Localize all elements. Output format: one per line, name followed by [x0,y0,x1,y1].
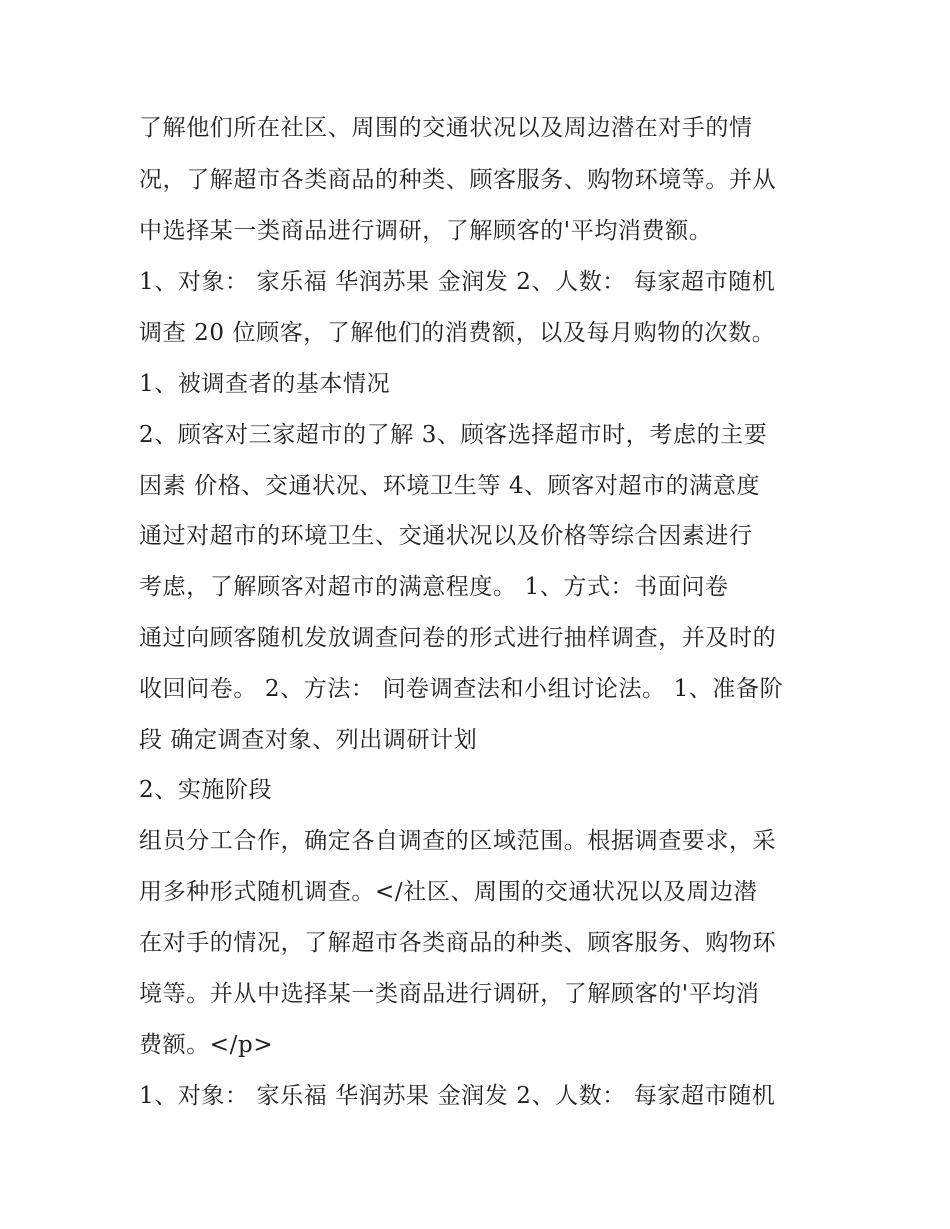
text-line: 考虑，了解顾客对超市的满意程度。 1、方式：书面问卷 [139,574,729,600]
text-line: 2、顾客对三家超市的了解 3、顾客选择超市时，考虑的主要 [139,422,768,448]
text-line: 用多种形式随机调查。</社区、周围的交通状况以及周边潜 [139,879,758,905]
text-line: 通过对超市的环境卫生、交通状况以及价格等综合因素进行 [139,523,753,549]
text-line: 在对手的情况，了解超市各类商品的种类、顾客服务、购物环 [139,930,777,956]
text-line: 调查 20 位顾客，了解他们的消费额，以及每月购物的次数。 [139,320,776,346]
text-line: 收回问卷。 2、方法： 问卷调查法和小组讨论法。 1、准备阶 [139,676,784,702]
text-line: 通过向顾客随机发放调查问卷的形式进行抽样调查，并及时的 [139,625,777,651]
text-line: 费额。</p> [139,1032,274,1058]
text-line: 了解他们所在社区、周围的交通状况以及周边潜在对手的情 [139,115,753,141]
text-line: 段 确定调查对象、列出调研计划 [139,727,478,753]
text-line: 中选择某一类商品进行调研，了解顾客的'平均消费额。 [139,218,713,244]
text-line: 因素 价格、交通状况、环境卫生等 4、顾客对超市的满意度 [139,473,761,499]
text-line: 1、对象： 家乐福 华润苏果 金润发 2、人数： 每家超市随机 [139,1083,776,1109]
text-line: 况，了解超市各类商品的种类、顾客服务、购物环境等。并从 [139,167,777,193]
text-line: 组员分工合作，确定各自调查的区域范围。根据调查要求，采 [139,828,777,854]
text-line: 1、对象： 家乐福 华润苏果 金润发 2、人数： 每家超市随机 [139,269,776,295]
text-line: 1、被调查者的基本情况 [139,371,391,397]
text-line: 2、实施阶段 [139,777,273,803]
text-line: 境等。并从中选择某一类商品进行调研，了解顾客的'平均消 [139,981,760,1007]
